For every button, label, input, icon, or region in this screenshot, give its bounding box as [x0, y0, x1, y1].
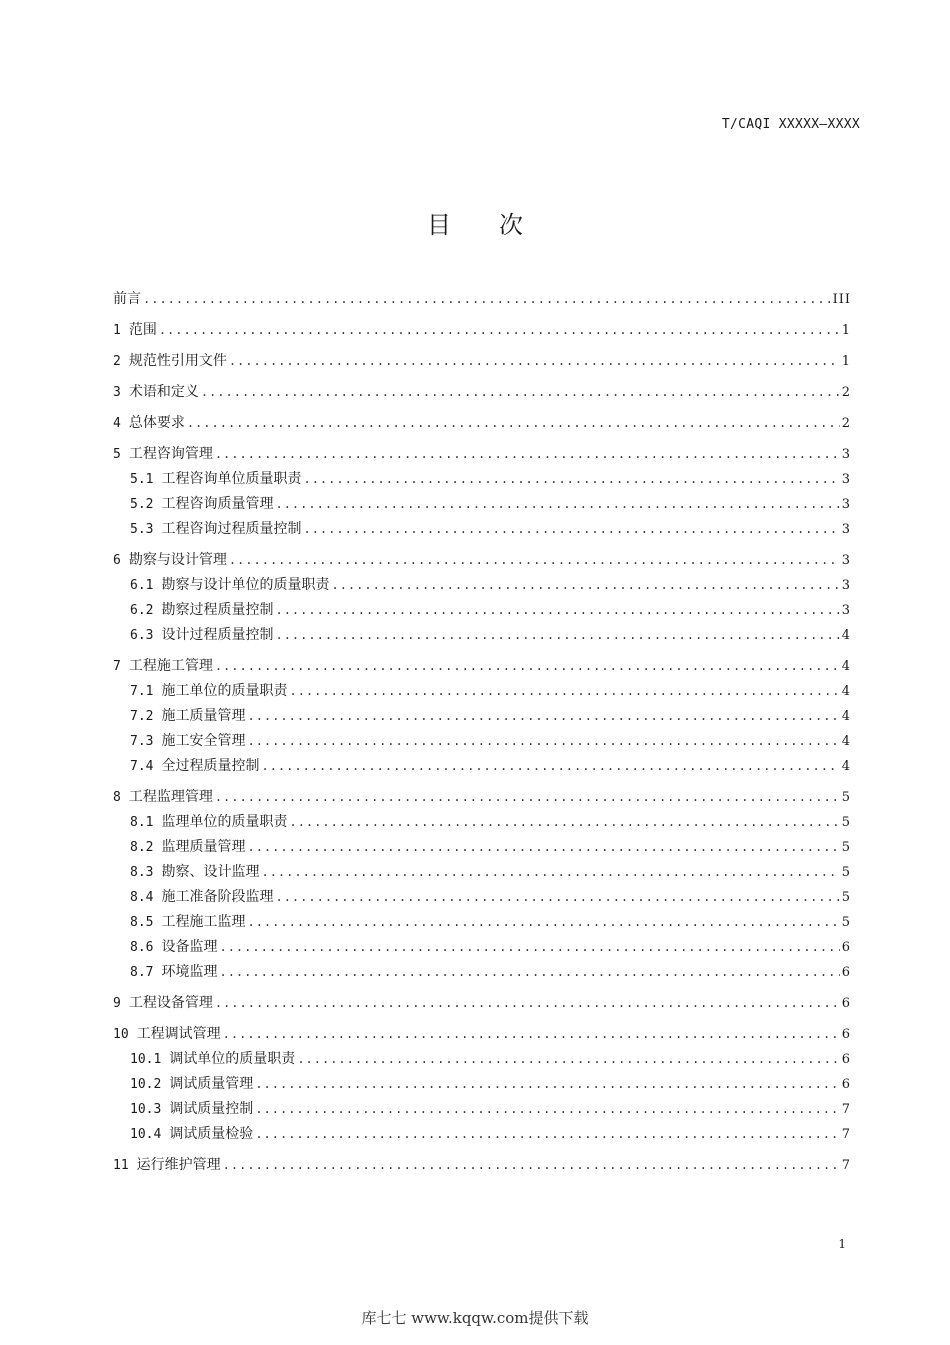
- toc-entry-page: 6: [841, 1052, 851, 1067]
- toc-entry-page: 6: [841, 940, 851, 955]
- toc-entry-label: 施工安全管理: [161, 733, 246, 749]
- toc-entry[interactable]: [113, 991, 851, 1016]
- toc-entry-number: 8.7: [130, 965, 154, 980]
- toc-entry[interactable]: [113, 885, 851, 910]
- toc-entry[interactable]: [113, 287, 851, 312]
- toc-entry[interactable]: [113, 1072, 851, 1097]
- toc-title: 目次: [427, 211, 571, 239]
- toc-entry-label: 工程施工监理: [161, 914, 246, 930]
- toc-dot-leader: [331, 573, 839, 598]
- toc-entry-number: 10.2: [130, 1077, 162, 1092]
- toc-entry-page: 5: [841, 790, 851, 805]
- toc-dot-leader: [187, 411, 840, 436]
- toc-entry-page: 5: [841, 915, 851, 930]
- toc-entry-number: 3: [113, 385, 121, 400]
- toc-dot-leader: [247, 835, 839, 860]
- toc-entry[interactable]: [113, 654, 851, 679]
- toc-entry-page: 4: [841, 759, 851, 774]
- toc-entry-number: 5.1: [130, 472, 154, 487]
- toc-entry-page: 4: [841, 628, 851, 643]
- toc-entry[interactable]: [113, 442, 851, 467]
- toc-entry-label: 勘察过程质量控制: [161, 602, 274, 618]
- toc-entry-number: 8.6: [130, 940, 154, 955]
- page-number: 1: [838, 1237, 846, 1251]
- toc-entry-number: 7.2: [130, 709, 154, 724]
- toc-dot-leader: [223, 1022, 840, 1047]
- toc-entry-page: 6: [841, 965, 851, 980]
- toc-entry-number: 10: [113, 1027, 129, 1042]
- toc-entry-label: 勘察与设计单位的质量职责: [161, 577, 330, 593]
- toc-entry[interactable]: [113, 467, 851, 492]
- toc-entry[interactable]: [113, 380, 851, 405]
- toc-entry-label: 设备监理: [161, 939, 218, 955]
- toc-dot-leader: [275, 623, 839, 648]
- toc-entry-number: 7.3: [130, 734, 154, 749]
- toc-entry-label: 工程调试管理: [136, 1026, 221, 1042]
- toc-dot-leader: [261, 860, 839, 885]
- toc-entry-page: 4: [841, 659, 851, 674]
- toc-entry-number: 6: [113, 553, 121, 568]
- toc-entry[interactable]: [113, 1047, 851, 1072]
- toc-dot-leader: [247, 729, 839, 754]
- toc-dot-leader: [215, 442, 840, 467]
- toc-entry-number: 7.4: [130, 759, 154, 774]
- toc-dot-leader: [275, 598, 839, 623]
- toc-entry-page: 4: [841, 709, 851, 724]
- toc-dot-leader: [289, 810, 839, 835]
- toc-entry-page: 2: [841, 385, 851, 400]
- toc-entry-number: 8.1: [130, 815, 154, 830]
- toc-dot-leader: [303, 467, 839, 492]
- toc-entry-label: 工程监理管理: [128, 789, 213, 805]
- toc-entry-label: 施工质量管理: [161, 708, 246, 724]
- toc-entry-label: 施工准备阶段监理: [161, 889, 274, 905]
- footer-credit: 库七七 www.kqqw.com提供下载: [361, 1309, 589, 1327]
- toc-entry-page: 2: [841, 416, 851, 431]
- toc-entry-page: 3: [841, 522, 851, 537]
- toc-entry[interactable]: [113, 492, 851, 517]
- toc-entry-number: 2: [113, 354, 121, 369]
- toc-dot-leader: [229, 349, 840, 374]
- toc-dot-leader: [159, 318, 840, 343]
- toc-dot-leader: [219, 960, 839, 985]
- toc-entry-label: 监理单位的质量职责: [161, 814, 288, 830]
- toc-entry-number: 6.1: [130, 578, 154, 593]
- toc-entry-number: 10.1: [130, 1052, 162, 1067]
- toc-entry-label: 调试单位的质量职责: [169, 1051, 296, 1067]
- toc-entry[interactable]: [113, 754, 851, 779]
- toc-entry-label: 调试质量控制: [169, 1101, 254, 1117]
- toc-entry[interactable]: [113, 1122, 851, 1147]
- toc-entry-number: 8.2: [130, 840, 154, 855]
- toc-entry-label: 总体要求: [128, 415, 185, 431]
- toc-entry-page: 3: [841, 447, 851, 462]
- toc-entry-label: 施工单位的质量职责: [161, 683, 288, 699]
- toc-entry-page: 5: [841, 815, 851, 830]
- toc-entry-number: 6.2: [130, 603, 154, 618]
- toc-entry-number: 5.2: [130, 497, 154, 512]
- toc-entry-page: III: [832, 292, 851, 307]
- toc-entry-number: 8: [113, 790, 121, 805]
- toc-entry[interactable]: [113, 860, 851, 885]
- toc-dot-leader: [219, 935, 839, 960]
- toc-entry-label: 工程设备管理: [128, 995, 213, 1011]
- toc-entry[interactable]: [113, 573, 851, 598]
- toc-entry-label: 全过程质量控制: [161, 758, 260, 774]
- toc-entry-number: 9: [113, 996, 121, 1011]
- toc-entry-number: 8.3: [130, 865, 154, 880]
- toc-entry[interactable]: [113, 349, 851, 374]
- toc-entry[interactable]: [113, 1022, 851, 1047]
- toc-dot-leader: [247, 910, 839, 935]
- toc-entry-label: 术语和定义: [128, 384, 199, 400]
- toc-entry-page: 5: [841, 840, 851, 855]
- toc-entry-page: 7: [841, 1127, 851, 1142]
- toc-dot-leader: [229, 548, 840, 573]
- toc-entry[interactable]: [113, 704, 851, 729]
- document-code: T/CAQI XXXXX—XXXX: [721, 117, 860, 132]
- toc-dot-leader: [223, 1153, 840, 1178]
- toc-dot-leader: [215, 785, 840, 810]
- toc-dot-leader: [289, 679, 839, 704]
- toc-entry-page: 7: [841, 1102, 851, 1117]
- toc-entry[interactable]: [113, 517, 851, 542]
- toc-entry-number: 5: [113, 447, 121, 462]
- toc-entry-page: 5: [841, 865, 851, 880]
- toc-entry-number: 4: [113, 416, 121, 431]
- toc-entry-label: 规范性引用文件: [128, 353, 227, 369]
- toc-dot-leader: [275, 885, 839, 910]
- toc-entry-page: 3: [841, 472, 851, 487]
- toc-entry[interactable]: [113, 598, 851, 623]
- toc-entry-number: 8.5: [130, 915, 154, 930]
- toc-entry[interactable]: [113, 810, 851, 835]
- toc-entry-page: 4: [841, 684, 851, 699]
- toc-entry-number: 7: [113, 659, 121, 674]
- toc-entry-page: 7: [841, 1158, 851, 1173]
- toc-entry-label: 监理质量管理: [161, 839, 246, 855]
- toc-entry[interactable]: [113, 1097, 851, 1122]
- toc-entry-label: 调试质量检验: [169, 1126, 254, 1142]
- toc-entry-label: 设计过程质量控制: [161, 627, 274, 643]
- toc-entry[interactable]: [113, 548, 851, 573]
- toc-dot-leader: [201, 380, 840, 405]
- toc-entry-page: 5: [841, 890, 851, 905]
- toc-dot-leader: [255, 1122, 839, 1147]
- toc-entry-label: 工程咨询管理: [128, 446, 213, 462]
- toc-entry-label: 范围: [128, 322, 157, 338]
- toc-entry[interactable]: [113, 960, 851, 985]
- toc-entry-label: 工程咨询质量管理: [161, 496, 274, 512]
- toc-entry-page: 3: [841, 497, 851, 512]
- toc-entry-page: 3: [841, 553, 851, 568]
- toc-entry-number: 8.4: [130, 890, 154, 905]
- toc-entry[interactable]: [113, 785, 851, 810]
- toc-entry[interactable]: [113, 318, 851, 343]
- toc-entry[interactable]: [113, 1153, 851, 1178]
- toc-entry-label: 工程咨询过程质量控制: [161, 521, 302, 537]
- toc-dot-leader: [261, 754, 839, 779]
- toc-entry-page: 1: [841, 354, 851, 369]
- toc-entry-page: 3: [841, 603, 851, 618]
- toc-dot-leader: [303, 517, 839, 542]
- toc-entry-label: 工程咨询单位质量职责: [161, 471, 302, 487]
- toc-entry-number: 10.3: [130, 1102, 162, 1117]
- toc-entry-label: 勘察与设计管理: [128, 552, 227, 568]
- toc-entry[interactable]: [113, 935, 851, 960]
- toc-dot-leader: [215, 991, 840, 1016]
- toc-entry[interactable]: [113, 679, 851, 704]
- toc-entry-page: 6: [841, 1077, 851, 1092]
- toc-entry-page: 4: [841, 734, 851, 749]
- toc-dot-leader: [143, 287, 831, 312]
- toc-entry-label: 环境监理: [161, 964, 218, 980]
- toc-entry-number: 11: [113, 1158, 129, 1173]
- toc-dot-leader: [215, 654, 840, 679]
- toc-dot-leader: [255, 1072, 839, 1097]
- toc-entry-page: 6: [841, 1027, 851, 1042]
- toc-entry[interactable]: [113, 411, 851, 436]
- toc-entry[interactable]: [113, 835, 851, 860]
- toc-dot-leader: [297, 1047, 839, 1072]
- toc-entry-page: 3: [841, 578, 851, 593]
- toc-entry[interactable]: [113, 623, 851, 648]
- toc-entry-number: 1: [113, 323, 121, 338]
- toc-entry-number: 5.3: [130, 522, 154, 537]
- toc-entry-label: 工程施工管理: [128, 658, 213, 674]
- toc-entry-number: 6.3: [130, 628, 154, 643]
- toc-entry[interactable]: [113, 729, 851, 754]
- toc-entry-page: 1: [841, 323, 851, 338]
- toc-entry-label: 勘察、设计监理: [161, 864, 260, 880]
- toc-entry-label: 前言: [113, 291, 141, 307]
- toc-dot-leader: [247, 704, 839, 729]
- toc-entry-number: 10.4: [130, 1127, 162, 1142]
- toc-dot-leader: [275, 492, 839, 517]
- toc-entry-page: 6: [841, 996, 851, 1011]
- table-of-contents: [113, 287, 851, 1178]
- toc-dot-leader: [255, 1097, 839, 1122]
- toc-entry-label: 运行维护管理: [136, 1157, 221, 1173]
- toc-entry-label: 调试质量管理: [169, 1076, 254, 1092]
- toc-entry-number: 7.1: [130, 684, 154, 699]
- toc-entry[interactable]: [113, 910, 851, 935]
